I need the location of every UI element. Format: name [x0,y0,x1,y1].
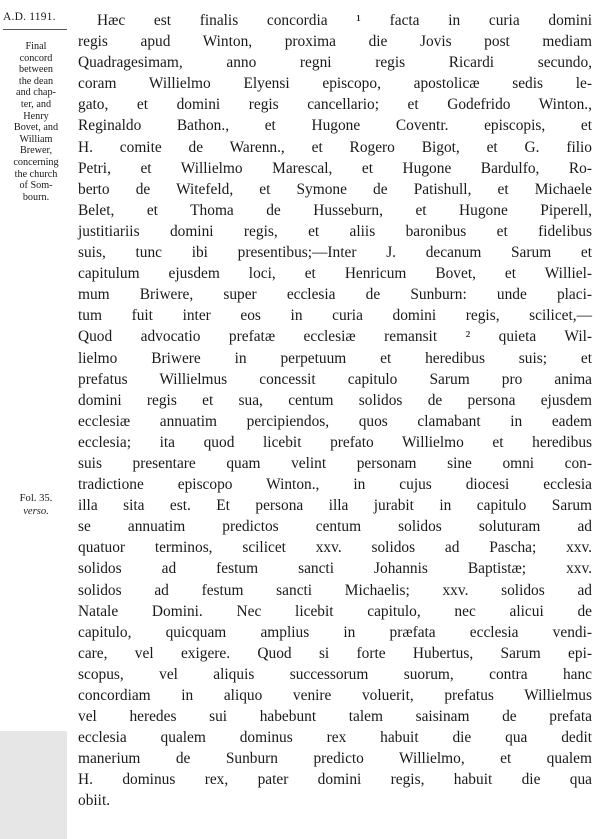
text-line: H. comite de Warenn., et Rogero Bigot, et G. filio [78,138,592,156]
text-line: ecclesiæ annuatim percipiendos, quos clamabant in eadem [78,412,592,430]
text-line: suis presentare quam velint personam sine omni con- [78,454,592,472]
text-line: solidos ad festum sancti Johannis Baptistæ; xxv. [78,560,592,578]
text-line: se annuatim predictos centum solidos soluturam ad [78,518,592,536]
text-line: Quadragesimam, anno regni regis Ricardi secundo, [78,54,592,72]
text-line: Belet, et Thoma de Husseburn, et Hugone Piperell, [78,201,592,219]
margin-note-line: bourn. [22,191,50,203]
text-line: regis apud Winton, proxima die Jovis post mediam [78,33,592,51]
margin-note-summary [0,41,72,203]
margin-note-line: concerning [13,156,59,168]
year-rule [3,29,67,30]
text-line: solidos ad festum sancti Michaelis; xxv. solidos ad [78,581,592,599]
text-line: mum Briwere, super ecclesia de Sunburn: unde placi- [78,286,592,304]
text-line: coram Willielmo Elyensi episcopo, apostolicæ sedis le- [78,75,592,93]
text-line: Hæc est finalis concordia ¹ facta in curia domini [97,12,592,29]
margin-note-line: Bovet, and [13,122,59,134]
text-line: capitulum ejusdem loci, et Henricum Bovet, et Williel- [78,265,592,283]
text-line: tum fuit inter eos in curia domini regis, scilicet,— [78,307,592,325]
margin-note-line: Henry [23,110,49,122]
margin-note-line: the church [14,168,58,180]
text-line: prefatus Willielmus concessit capitulo Sarum pro anima [78,370,592,388]
text-line: ecclesia qualem dominus rex habuit die qua dedit [78,729,592,747]
margin-note-line: of Som- [19,180,53,192]
text-line: quatuor terminos, scilicet xxv. solidos ad Pascha; xxv. [78,539,592,557]
margin-note-line: William [19,133,53,145]
text-line: Quod advocatio prefatæ ecclesiæ remansit ² quieta Wil- [78,328,592,346]
margin-note-line: Final [25,41,47,52]
text-line: domini regis et sua, centum solidos de persona ejusdem [78,391,592,409]
text-line: berto de Witefeld, et Symone de Patishull, et Michaele [78,180,592,198]
folio-side: verso. [23,506,49,517]
year-heading: A.D. 1191. [3,11,56,23]
text-line: Natale Domini. Nec licebit capitulo, nec alicui de [78,602,592,620]
text-line: ecclesia; ita quod licebit prefato Willielmo et heredibus [78,433,592,451]
text-line: tradictione episcopo Winton., in cujus diocesi ecclesia [78,476,592,494]
text-line: Petri, et Willielmo Marescal, et Hugone Bardulfo, Ro- [78,159,592,177]
margin-note-line: the dean [18,75,54,87]
text-line: suis, tunc ibi presentibus;—Inter J. decanum Sarum et [78,244,592,262]
text-line: obiit. [78,792,111,810]
text-line: concordiam in aliquo venire voluerit, prefatus Willielmus [78,687,592,704]
margin-note-line: Brewer, [19,145,53,157]
text-line: Reginaldo Bathon., et Hugone Coventr. episcopis, et [78,117,592,135]
margin-note-line: and chap- [16,87,56,99]
margin-note-line: concord [19,52,53,64]
text-line: lielmo Briwere in perpetuum et heredibus suis; et [78,349,592,367]
folio-reference: Fol. 35. [19,493,53,504]
text-line: H. dominus rex, pater domini regis, habuit die qua [78,771,592,789]
text-line: capitulo, quicquam amplius in præfata ecclesia vendi- [78,623,592,641]
margin-note-line: between [19,64,53,76]
margin-note-folio [0,492,72,518]
text-line: gato, et domini regis cancellario; et Godefrido Winton., [78,96,592,114]
page-edge-shadow [0,731,67,839]
text-line: vel heredes sui habebunt talem saisinam de prefata [78,708,592,726]
text-line: care, vel exigere. Quod si forte Hubertus, Sarum epi- [78,644,592,662]
charter-text [78,10,592,812]
margin-note-line: ter, and [20,98,52,110]
text-line: justitiariis domini regis, et aliis baronibus et fidelibus [78,222,592,240]
text-line: illa sita est. Et persona illa jurabit in capitulo Sarum [78,497,592,515]
text-line: scopus, vel aliquis successorum suorum, contra hanc [78,665,592,683]
text-line: manerium de Sunburn predicto Willielmo, et qualem [78,750,592,768]
